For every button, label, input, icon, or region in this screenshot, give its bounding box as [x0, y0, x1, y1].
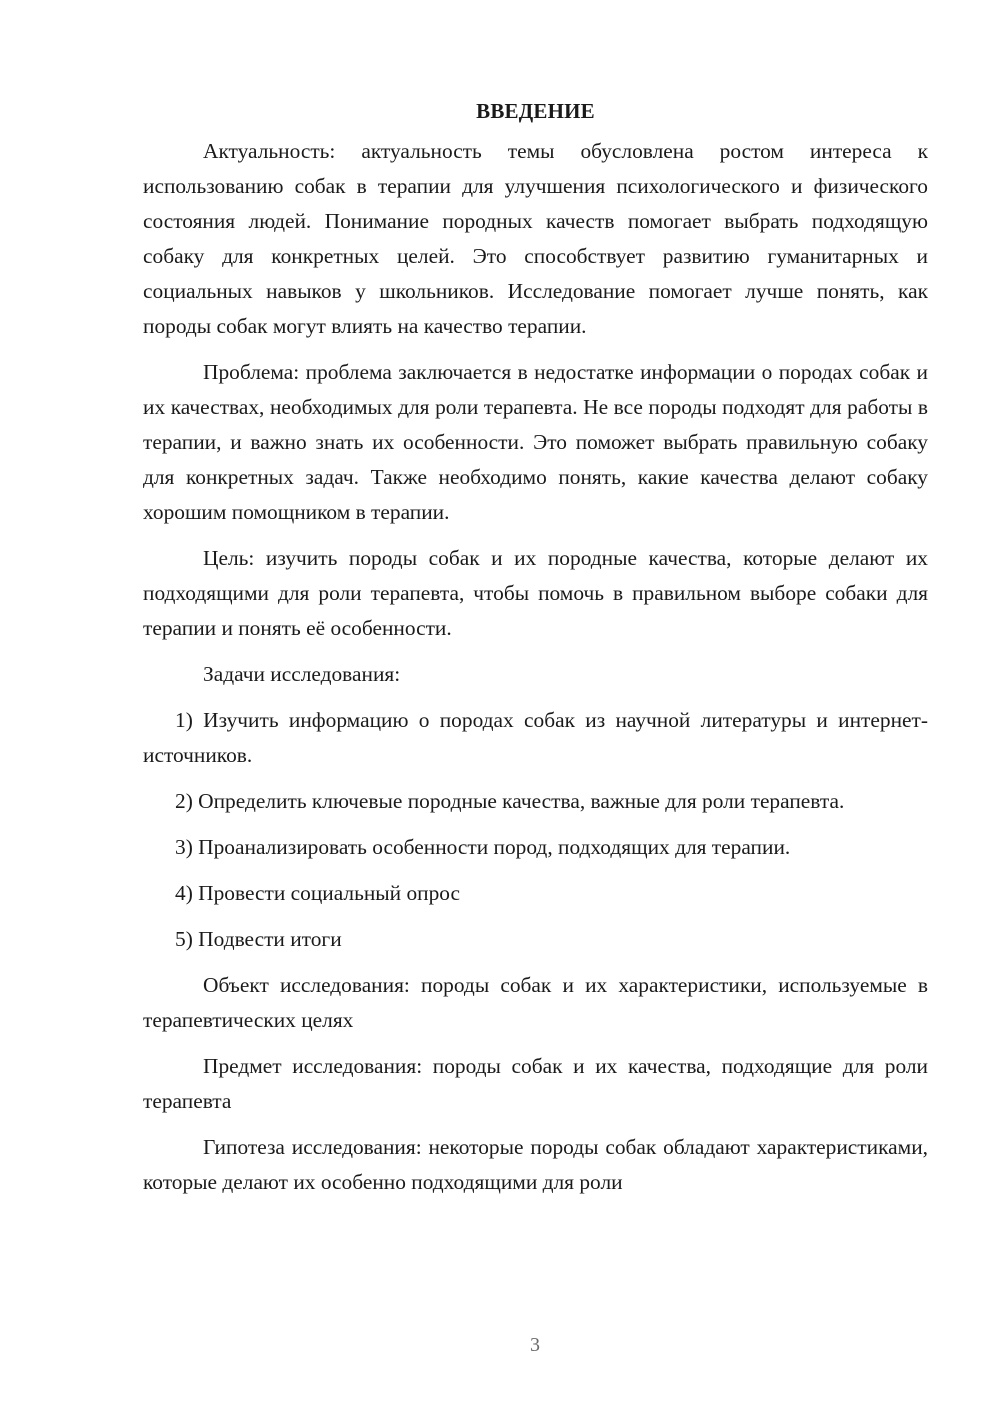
section-title: ВВЕДЕНИЕ — [476, 99, 595, 123]
task-item-5: 5) Подвести итоги — [175, 927, 342, 951]
page-number: 3 — [530, 1334, 540, 1356]
goal-paragraph: Цель: изучить породы собак и их породные качества, которые делают их подходящими для роли терапевта, чтобы помочь в правильном выборе собаки для терапии и понять её особенности. — [143, 546, 928, 640]
subject-paragraph: Предмет исследования: породы собак и их качества, подходящие для роли терапевта — [143, 1054, 928, 1113]
page-content — [143, 94, 928, 1200]
task-item-2: 2) Определить ключевые породные качества, важные для роли терапевта. — [175, 789, 845, 813]
relevance-paragraph: Актуальность: актуальность темы обусловлена ростом интереса к использованию собак в терапии для улучшения психологического и физического состояния людей. Понимание породных качеств помогает выбрать подходящую собаку для конкретных целей. Это способствует развитию гуманитарных и социальных навыков у школьников. Исследование помогает лучше понять, как породы собак могут влиять на качество терапии. — [143, 139, 928, 338]
object-paragraph: Объект исследования: породы собак и их характеристики, используемые в терапевтических целях — [143, 973, 928, 1032]
task-item-3: 3) Проанализировать особенности пород, подходящих для терапии. — [175, 835, 791, 859]
problem-paragraph: Проблема: проблема заключается в недостатке информации о породах собак и их качествах, необходимых для роли терапевта. Не все породы подходят для работы в терапии, и важно знать их особенности. Это поможет выбрать правильную собаку для конкретных задач. Также необходимо понять, какие качества делают собаку хорошим помощником в терапии. — [143, 360, 928, 524]
task-item-1: 1) Изучить информацию о породах собак из научной литературы и интернет-источников. — [143, 708, 928, 767]
hypothesis-paragraph: Гипотеза исследования: некоторые породы собак обладают характеристиками, которые делают их особенно подходящими для роли — [143, 1135, 928, 1194]
task-item-4: 4) Провести социальный опрос — [175, 881, 461, 905]
tasks-heading: Задачи исследования: — [203, 662, 401, 686]
